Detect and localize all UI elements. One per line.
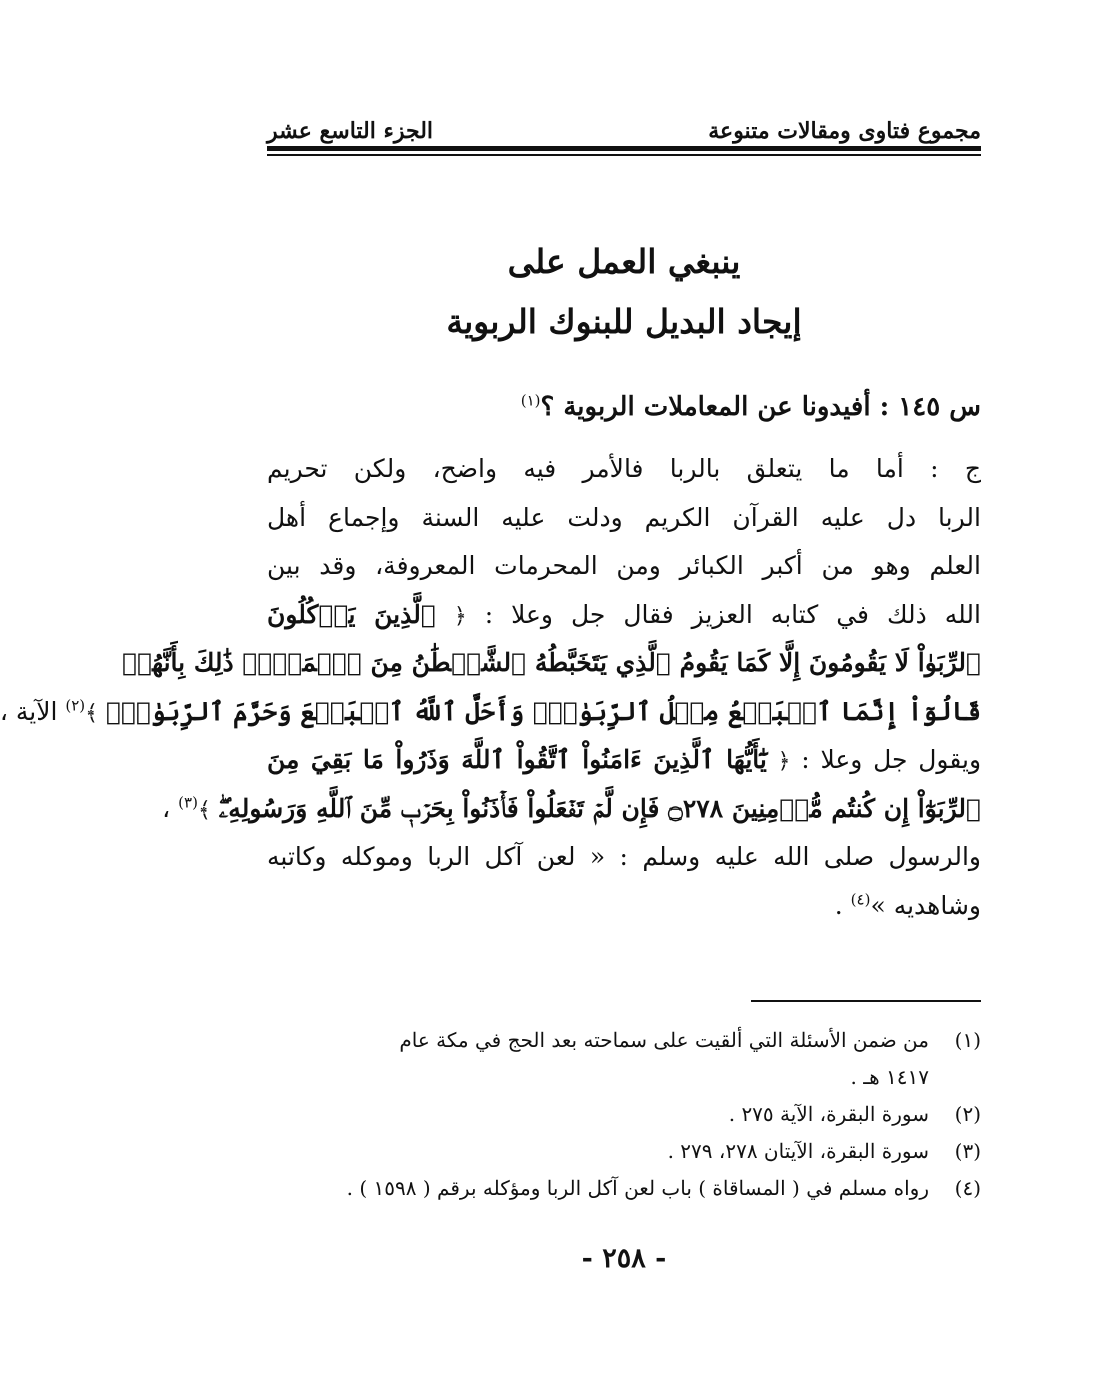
page-number: - ٢٥٨ - <box>581 1243 667 1274</box>
answer-line-3: العلم وهو من أكبر الكبائر ومن المحرمات المعروفة، وقد بين <box>267 551 981 580</box>
footnote-text: سورة البقرة، الآيتان ٢٧٨، ٢٧٩ . <box>667 1139 929 1163</box>
verse2-line-2 <box>162 785 981 834</box>
question-text: أفيدونا عن المعاملات الربوية ؟ <box>540 392 871 422</box>
verse1-line-2: ٱلرِّبَوٰاْ لَا يَقُومُونَ إِلَّا كَمَا يَقُومُ ٱلَّذِي يَتَخَبَّطُهُ ٱلشَّيۡطَٰنُ مِنَ ٱلۡمَسِّۚ ذَٰلِكَ بِأَنَّهُمۡ <box>122 648 981 677</box>
comma: ، <box>162 793 171 823</box>
verse1-line-3-text: قَالُوٓاْ إِنَّمَا ٱلۡبَيۡعُ مِثۡلُ ٱلرِّبَوٰاْۗ وَأَحَلَّ ٱللَّهُ ٱلۡبَيۡعَ وَحَرَّمَ ٱلرِّبَوٰاْۚ <box>105 696 981 726</box>
answer-line-2: الربا دل عليه القرآن الكريم ودلت عليه السنة وإجماع أهل <box>267 502 981 532</box>
verse1-line-3 <box>0 688 981 737</box>
footnote-ref-3: (٣) <box>178 793 198 812</box>
footnote-1 <box>267 1022 981 1096</box>
verse1-start: ٱلَّذِينَ يَأۡكُلُونَ <box>267 599 436 629</box>
verse2-line-1 <box>267 736 981 785</box>
question <box>267 382 981 432</box>
header-rule-thick <box>267 146 981 151</box>
footnote-separator <box>751 1000 981 1002</box>
hadith-line-last <box>267 882 981 931</box>
running-header <box>267 112 981 144</box>
footnote-2 <box>267 1096 981 1133</box>
title-line-1: ينبغي العمل على <box>507 242 741 281</box>
footnote-number: (٢) <box>954 1102 981 1126</box>
header-rule-thin <box>267 154 981 156</box>
hadith-line-last-text: وشاهديه » <box>870 890 981 920</box>
verse-close-ornament: ﴾ <box>85 700 99 726</box>
footnotes <box>267 1022 981 1207</box>
verse2-close-ornament: ﴾ <box>197 797 211 823</box>
verse2-line-2-text: ٱلرِّبَوٰٓاْ إِن كُنتُم مُّؤۡمِنِينَ ۝٢٧٨ فَإِن لَّمۡ تَفۡعَلُواْ فَأۡذَنُواْ بِحَرۡبٖ مِّنَ ٱللَّهِ وَرَسُولِهِۦۖ <box>218 793 981 823</box>
footnote-4 <box>267 1170 981 1207</box>
footnote-text <box>267 1022 929 1096</box>
footnote-3 <box>267 1133 981 1170</box>
answer-line-1: ج : أما ما يتعلق بالربا فالأمر فيه واضح، ولكن تحريم <box>267 454 981 483</box>
question-footnote-ref: (١) <box>520 391 541 410</box>
footnote-ref-2: (٢) <box>65 696 86 715</box>
verse-open-ornament: ﴿ <box>453 603 467 629</box>
hadith-line: والرسول صلى الله عليه وسلم : « لعن آكل الربا وموكله وكاتبه <box>267 842 981 871</box>
footnote-text-main: من ضمن الأسئلة التي ألقيت على سماحته بعد الحج في مكة عام <box>399 1028 929 1052</box>
footnote-number: (٣) <box>954 1139 981 1163</box>
verse-ayah-note: الآية ، <box>0 696 58 726</box>
article-title <box>267 232 981 352</box>
answer-line-4 <box>267 591 981 640</box>
title-line-2: إيجاد البديل للبنوك الربوية <box>446 302 802 341</box>
verse2-open-ornament: ﴿ <box>777 749 791 774</box>
footnote-number: (١) <box>954 1028 981 1052</box>
footnote-ref-4: (٤) <box>850 890 871 909</box>
question-label: س ١٤٥ : <box>879 392 981 422</box>
footnote-number: (٤) <box>954 1176 981 1200</box>
book-title: مجموع فتاوى ومقالات متنوعة <box>708 118 981 144</box>
answer-line-4-text: الله ذلك في كتابه العزيز فقال جل وعلا : <box>484 599 981 629</box>
final-period: . <box>834 890 843 920</box>
volume-label: الجزء التاسع عشر <box>267 118 434 144</box>
footnote-text: رواه مسلم في ( المساقاة ) باب لعن آكل الربا ومؤكله برقم ( ١٥٩٨ ) . <box>346 1176 929 1200</box>
verse2-intro: ويقول جل وعلا : <box>801 745 982 774</box>
verse2-line-1-text: يَٰٓأَيُّهَا ٱلَّذِينَ ءَامَنُواْ ٱتَّقُواْ ٱللَّهَ وَذَرُواْ مَا بَقِيَ مِنَ <box>267 745 767 774</box>
answer-body <box>0 445 982 930</box>
footnote-text: سورة البقرة، الآية ٢٧٥ . <box>728 1102 929 1126</box>
footnote-text-cont: ١٤١٧ هـ . <box>850 1065 929 1089</box>
